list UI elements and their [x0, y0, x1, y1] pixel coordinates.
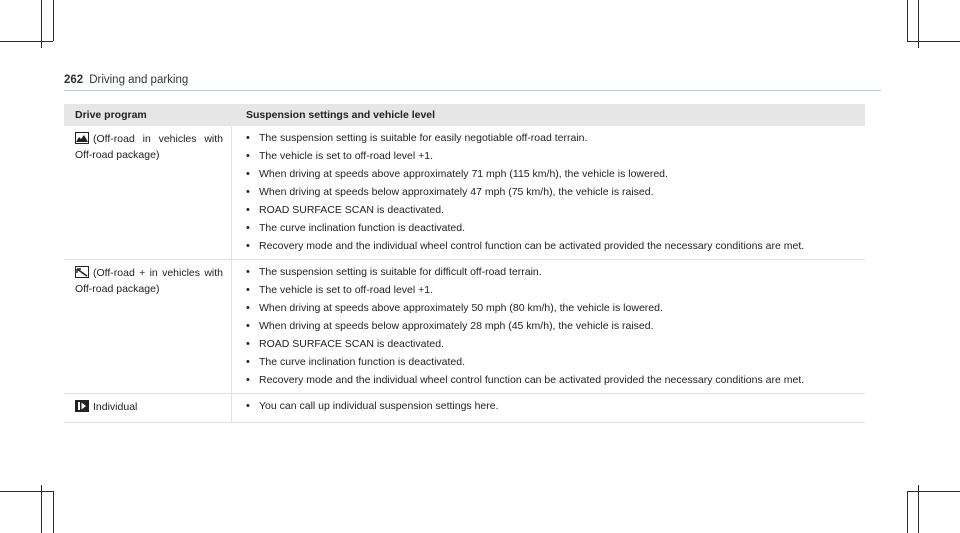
list-item: • The curve inclination function is deactivated.: [246, 222, 466, 234]
list-item: • ROAD SURFACE SCAN is deactivated.: [246, 204, 444, 216]
crop-mark: [907, 0, 908, 41]
crop-mark: [907, 491, 908, 533]
list-item: • Recovery mode and the individual wheel control function can be activated provided the necessary conditions are met.: [246, 374, 805, 386]
list-item: • ROAD SURFACE SCAN is deactivated.: [246, 338, 444, 350]
drive-program-label: Individual: [93, 401, 138, 413]
page-number: 262: [64, 74, 84, 86]
individual-program-icon: [75, 400, 89, 416]
table-row: [64, 260, 865, 394]
list-item: • When driving at speeds above approximately 71 mph (115 km/h), the vehicle is lowered.: [246, 168, 668, 180]
crop-mark: [53, 491, 54, 533]
section-title: Driving and parking: [89, 74, 189, 86]
drive-program-cell: [64, 394, 232, 422]
drive-program-cell: [64, 260, 232, 393]
list-item: • The suspension setting is suitable for easily negotiable off-road terrain.: [246, 132, 588, 144]
crop-mark: [0, 41, 53, 42]
crop-mark: [0, 491, 53, 492]
col-suspension-header: Suspension settings and vehicle level: [246, 109, 436, 121]
crop-mark: [53, 0, 54, 41]
drive-program-label: (Off-road in vehicles with Off-road package): [75, 133, 223, 161]
list-item: • The vehicle is set to off-road level +1.: [246, 284, 434, 296]
page-header: [64, 74, 188, 86]
crop-mark: [918, 485, 919, 533]
list-item: • The curve inclination function is deactivated.: [246, 356, 466, 368]
list-item: • When driving at speeds above approximately 50 mph (80 km/h), the vehicle is lowered.: [246, 302, 663, 314]
list-item: • Recovery mode and the individual wheel control function can be activated provided the necessary conditions are met.: [246, 240, 805, 252]
table-header: [64, 104, 865, 126]
suspension-settings-cell: [232, 394, 865, 422]
crop-mark: [41, 485, 42, 533]
crop-mark: [907, 41, 960, 42]
list-item: • When driving at speeds below approximately 47 mph (75 km/h), the vehicle is raised.: [246, 186, 654, 198]
col-drive-program-header: Drive program: [75, 109, 147, 121]
offroad-terrain-icon: [75, 132, 89, 148]
table-row: [64, 126, 865, 260]
list-item: • The vehicle is set to off-road level +1.: [246, 150, 434, 162]
drive-program-table: [64, 104, 865, 423]
list-item: • You can call up individual suspension settings here.: [246, 400, 499, 412]
drive-program-cell: [64, 126, 232, 259]
list-item: • The suspension setting is suitable for difficult off-road terrain.: [246, 266, 542, 278]
suspension-settings-cell: [232, 126, 865, 259]
offroad-plus-incline-icon: [75, 266, 89, 282]
list-item: • When driving at speeds below approximately 28 mph (45 km/h), the vehicle is raised.: [246, 320, 654, 332]
table-row: [64, 394, 865, 423]
header-rule: [64, 90, 881, 91]
drive-program-label: (Off-road + in vehicles with Off-road package): [75, 267, 223, 295]
suspension-settings-cell: [232, 260, 865, 393]
crop-mark: [907, 491, 960, 492]
